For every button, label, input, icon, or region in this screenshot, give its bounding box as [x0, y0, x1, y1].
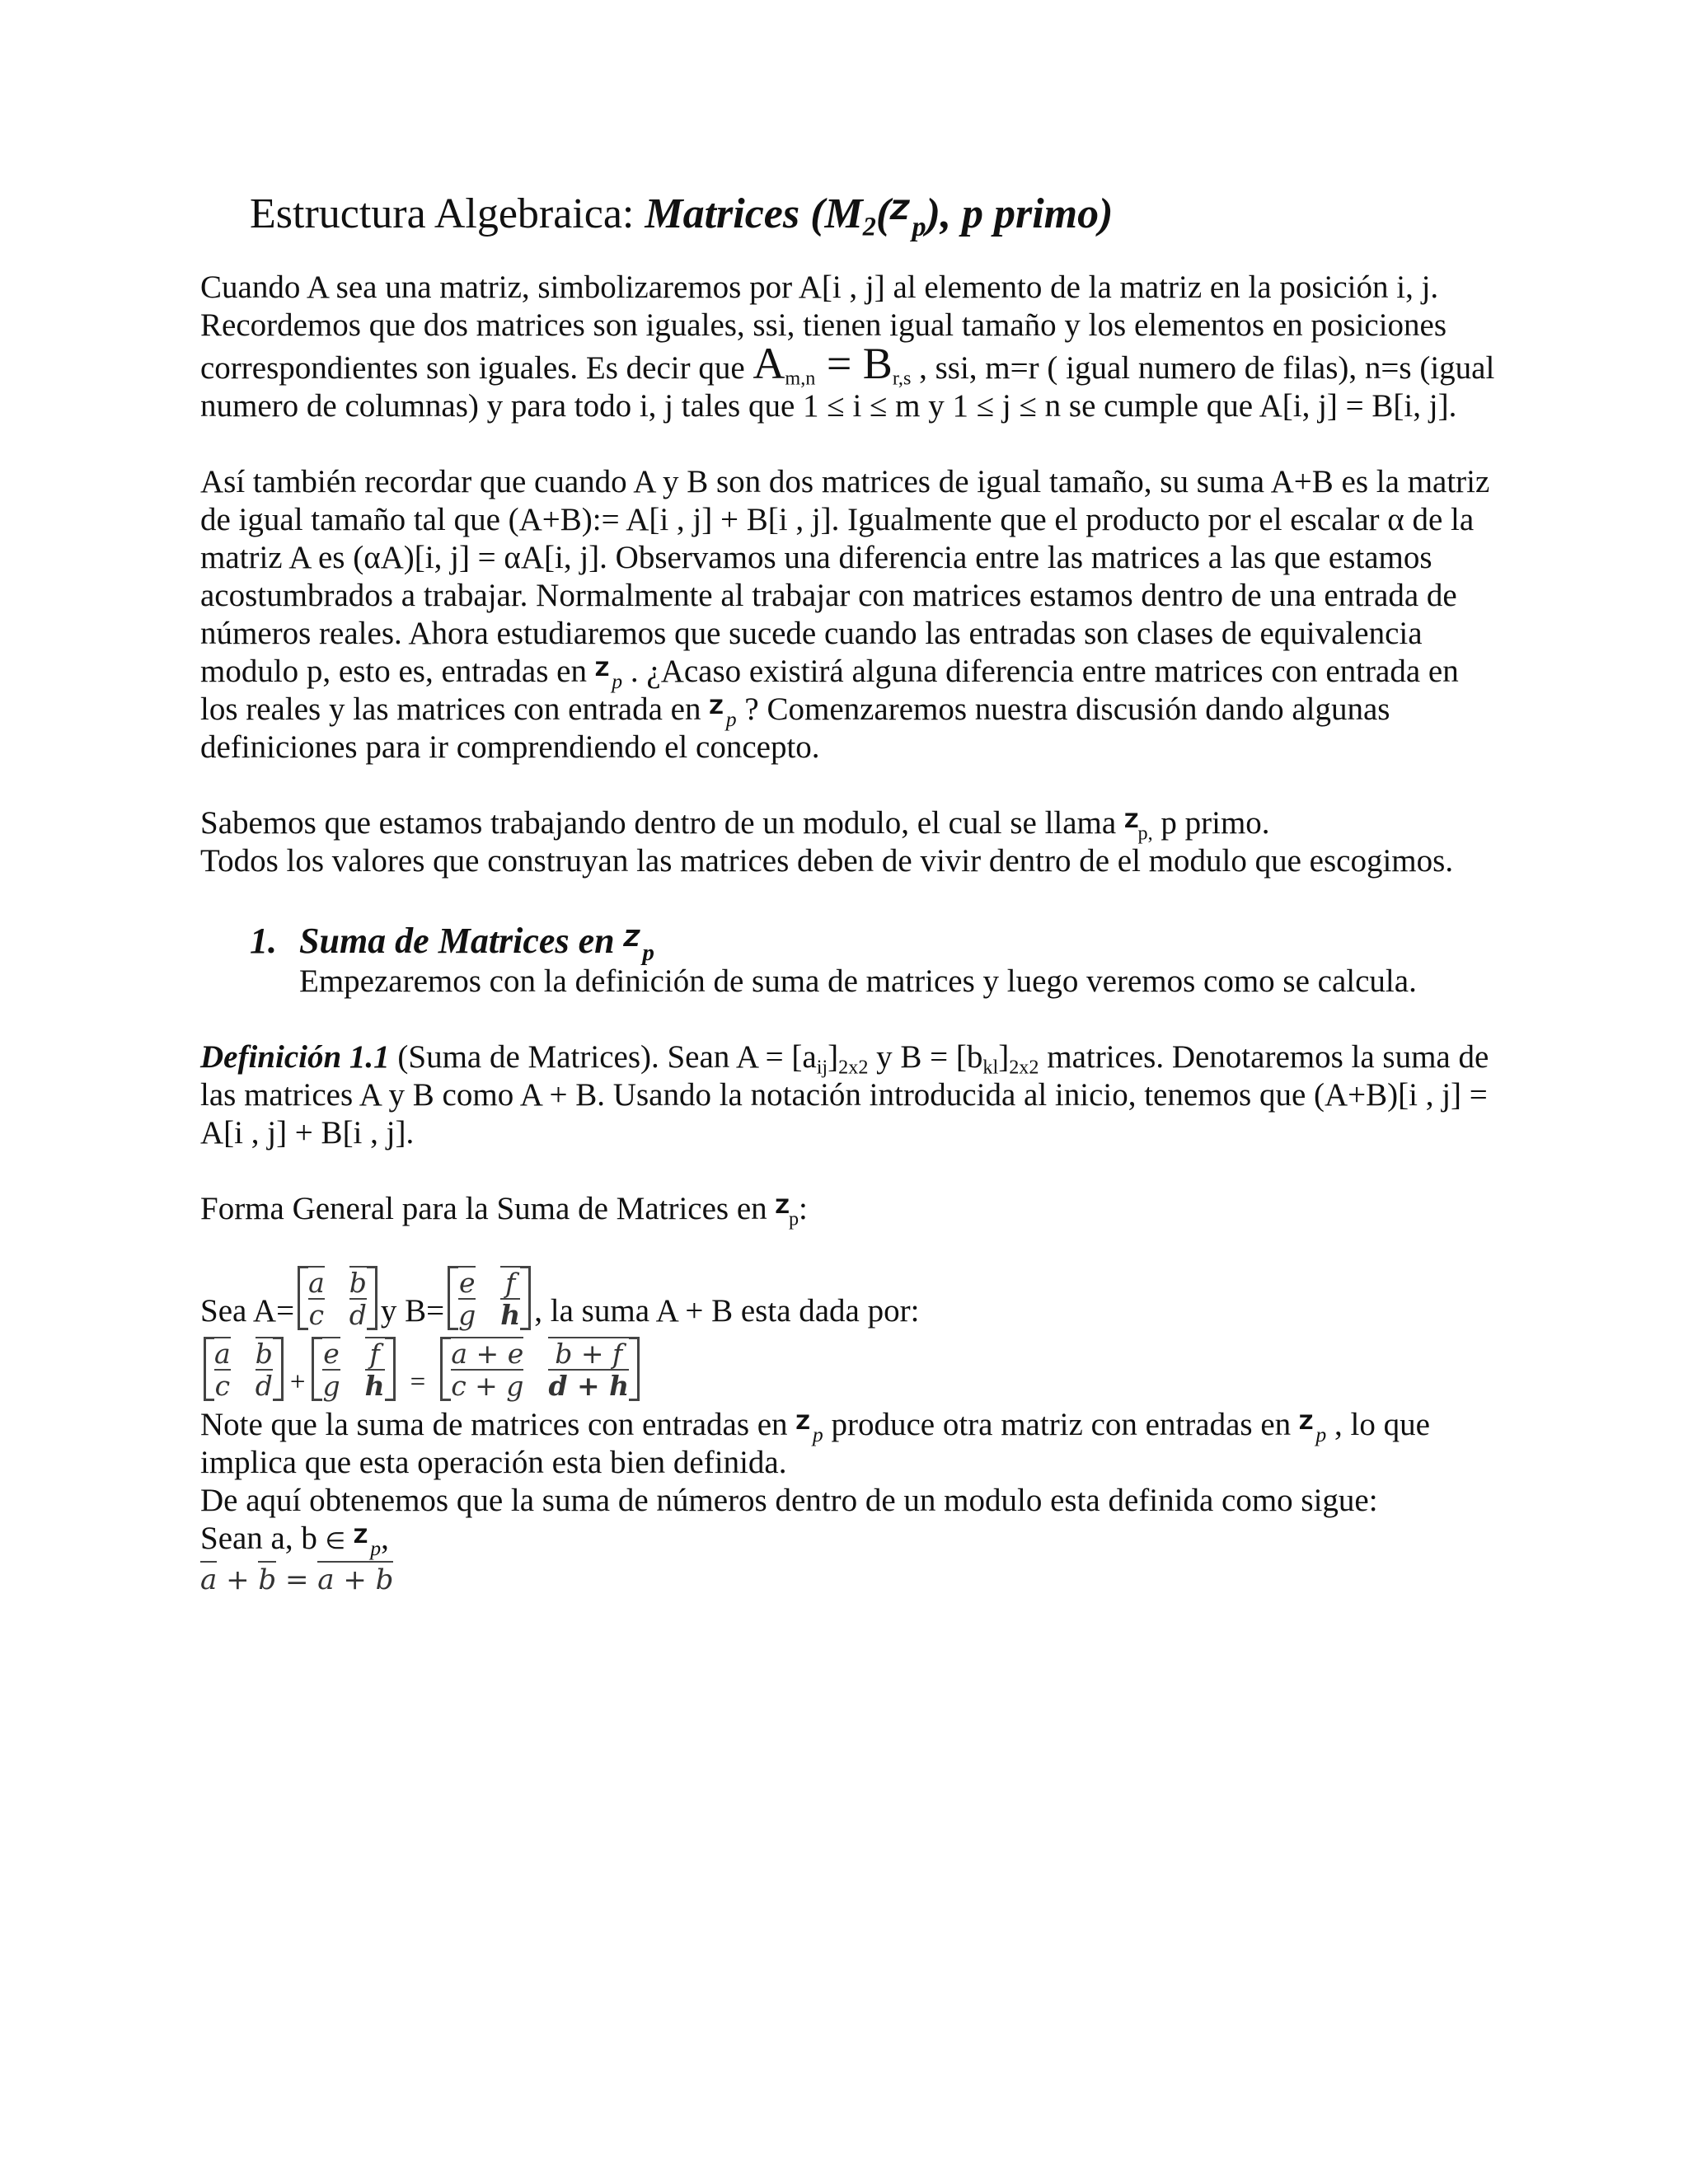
integers-symbol: Z [795, 1410, 809, 1434]
matrix-sum: a + e b + f c + g d + h [440, 1337, 640, 1401]
let-a-b: Sean a, b ∈ Z p, [200, 1521, 389, 1560]
matrix-b: e f g h [448, 1266, 531, 1330]
integers-symbol: Z [1123, 808, 1138, 832]
matrix-definitions: Sea A= a b c d y B= e f g h , la suma A + B esta dada por: [200, 1267, 920, 1331]
matrix-a: a b c d [204, 1337, 284, 1401]
well-defined-note: Note que la suma de matrices con entradas en Z p produce otra matriz con entradas en Z p , lo que implica que esta operación esta bien definida. [200, 1407, 1430, 1480]
matrix-sum-equation [200, 1337, 1503, 1401]
section-intro: Empezaremos con la definición de suma de matrices y luego veremos como se calcula. [299, 963, 1417, 999]
integers-symbol: Z [623, 926, 640, 952]
intro-paragraph: Cuando A sea una matriz, simbolizaremos por A[i , j] al elemento de la matriz en la posición i, j. Recordemos que dos matrices son iguales, ssi, tienen igual tamaño y los elementos en posiciones correspondientes son iguales. Es decir que $A_{m,n} = B_{r,s}$ , ssi, m=r ( igual numero de filas), n=s (igual numero de columnas) y para todo i, j tales que 1 ≤ i ≤ m y 1 ≤ j ≤ n se cumple que A[i, j] = B[i, j]. [200, 269, 1495, 424]
module-paragraph: Sabemos que estamos trabajando dentro de un modulo, el cual se llama $Z_{p,}$ p primo. [200, 805, 1270, 845]
element-of-symbol: ∈ [325, 1529, 346, 1554]
sum-context-paragraph: Así también recordar que cuando A y B son dos matrices de igual tamaño, su suma A+B es la matriz de igual tamaño tal que (A+B):= A[i , j] + B[i , j]. Igualmente que el producto por el escalar α de la matriz A es (αA)[i, j] = αA[i, j]. Observamos una diferencia entre las matrices a las que estamos acostumbrados a trabajar. Normalmente al trabajar con matrices estamos dentro de una entrada de números reales. Ahora estudiaremos que sucede cuando las entradas son clases de equivalencia modulo p, esto es, entradas en Z p . ¿Acaso existirá alguna diferencia entre matrices con entrada en los reales y las matrices con entrada en Z p ? Comenzaremos nuestra discusión dando algunas definiciones para ir comprendiendo el concepto. [200, 464, 1490, 765]
module-sum-formula: a + b = a + b [200, 1561, 1503, 1599]
plus-sign: + [289, 1367, 306, 1397]
definition-1-1: Definición 1.1 (Suma de Matrices). Sean $A = [a_{ij}]_{2x2}$ y $B = [b_{kl}]_{2x2}$ matrices. Denotaremos la suma de las matrices A y B como A + B. Usando la notación introducida al inicio, tenemos que (A+B)[i , j] = A[i , j] + B[i , j]. [200, 1039, 1489, 1151]
section-heading-1: 1. Suma de Matrices en Zp [250, 921, 654, 966]
equals-sign: = [410, 1367, 426, 1397]
integers-symbol: Z [890, 194, 909, 227]
integers-symbol: Z [775, 1194, 789, 1218]
integers-symbol: Z [709, 695, 723, 719]
module-sum-intro: De aquí obtenemos que la suma de números dentro de un modulo esta definida como sigue: [200, 1483, 1378, 1518]
matrix-b: e f g h [312, 1337, 395, 1401]
integers-symbol: Z [353, 1524, 368, 1548]
matrix-a: a b c d [298, 1266, 377, 1330]
document-page [200, 188, 1503, 1599]
general-form-heading: Forma General para la Suma de Matrices en $Z_p$: [200, 1191, 808, 1230]
integers-symbol: Z [1298, 1410, 1313, 1434]
module-values-paragraph: Todos los valores que construyan las matrices deben de vivir dentro de el modulo que escogimos. [200, 843, 1454, 879]
page-title: Estructura Algebraica: Matrices ($M_2(Zp)$, p primo) [250, 190, 1114, 243]
integers-symbol: Z [594, 657, 609, 681]
